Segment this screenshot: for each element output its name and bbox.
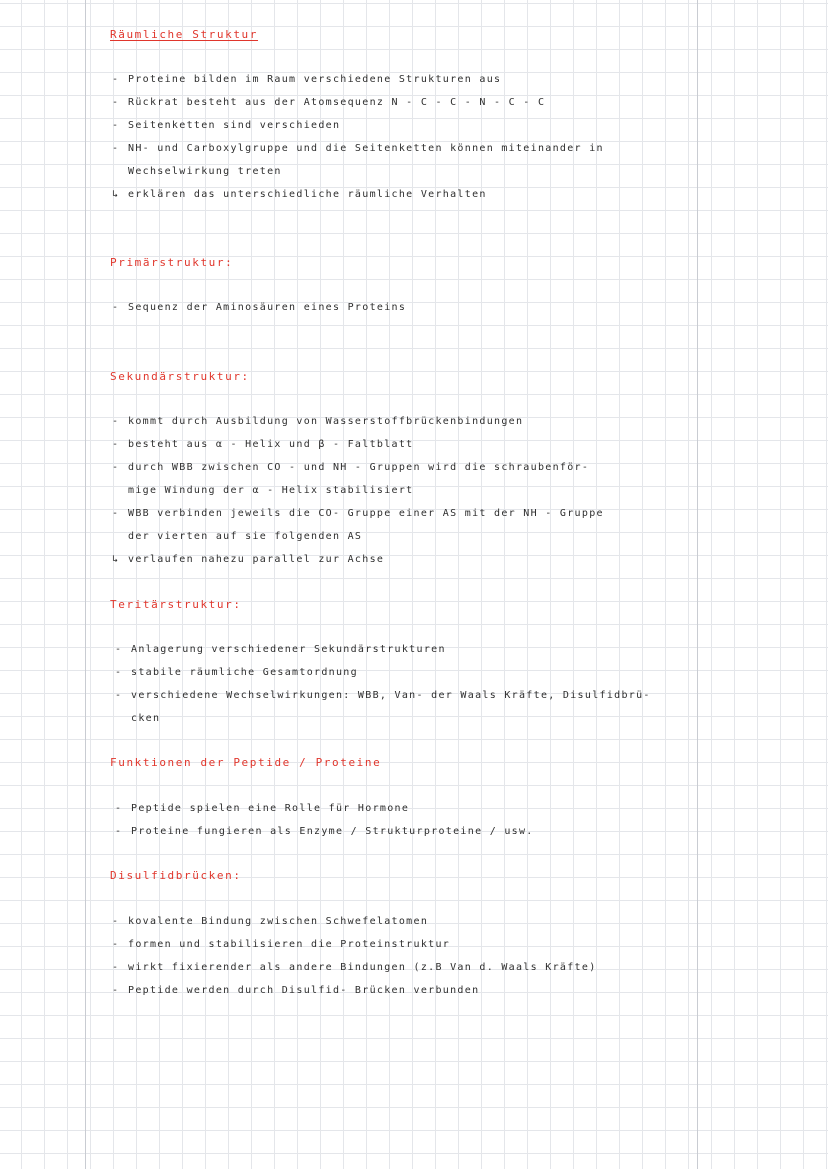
note-line: - Peptide spielen eine Rolle für Hormone bbox=[115, 803, 410, 814]
note-line: - Peptide werden durch Disulfid- Brücken verbunden bbox=[112, 985, 480, 996]
note-line: - Sequenz der Aminosäuren eines Proteins bbox=[112, 302, 407, 313]
note-line: der vierten auf sie folgenden AS bbox=[128, 531, 363, 542]
heading-disulfidbruecken: Disulfidbrücken: bbox=[110, 869, 242, 882]
note-line: mige Windung der α - Helix stabilisiert bbox=[128, 485, 414, 496]
note-line: - formen und stabilisieren die Proteinstruktur bbox=[112, 939, 451, 950]
note-line: - Proteine bilden im Raum verschiedene Strukturen aus bbox=[112, 74, 502, 85]
note-line: - wirkt fixierender als andere Bindungen (z.B Van d. Waals Kräfte) bbox=[112, 962, 597, 973]
note-line: - kovalente Bindung zwischen Schwefelatomen bbox=[112, 916, 429, 927]
note-line: - Anlagerung verschiedener Sekundärstrukturen bbox=[115, 644, 446, 655]
note-line: - besteht aus α - Helix und β - Faltblatt bbox=[112, 439, 414, 450]
note-line: ↳ erklären das unterschiedliche räumliche Verhalten bbox=[112, 189, 487, 200]
heading-raeumliche-struktur: Räumliche Struktur bbox=[110, 28, 259, 41]
note-line: - NH- und Carboxylgruppe und die Seitenketten können miteinander in bbox=[112, 143, 604, 154]
note-line: - stabile räumliche Gesamtordnung bbox=[115, 667, 358, 678]
heading-primaerstruktur: Primärstruktur: bbox=[110, 256, 234, 269]
heading-tertiaerstruktur: Teritärstruktur: bbox=[110, 598, 242, 611]
heading-funktionen: Funktionen der Peptide / Proteine bbox=[110, 756, 382, 769]
note-line: - durch WBB zwischen CO - und NH - Gruppen wird die schraubenför- bbox=[112, 462, 590, 473]
note-line: cken bbox=[131, 713, 161, 724]
note-line: - WBB verbinden jeweils die CO- Gruppe einer AS mit der NH - Gruppe bbox=[112, 508, 604, 519]
note-line: - kommt durch Ausbildung von Wasserstoffbrückenbindungen bbox=[112, 416, 524, 427]
note-line: - Seitenketten sind verschieden bbox=[112, 120, 341, 131]
note-line: - verschiedene Wechselwirkungen: WBB, Van- der Waals Kräfte, Disulfidbrü- bbox=[115, 690, 651, 701]
note-line: Wechselwirkung treten bbox=[128, 166, 282, 177]
note-line: - Rückrat besteht aus der Atomsequenz N - C - C - N - C - C bbox=[112, 97, 546, 108]
note-line: ↳ verlaufen nahezu parallel zur Achse bbox=[112, 554, 385, 565]
note-line: - Proteine fungieren als Enzyme / Strukturproteine / usw. bbox=[115, 826, 534, 837]
heading-sekundaerstruktur: Sekundärstruktur: bbox=[110, 370, 250, 383]
